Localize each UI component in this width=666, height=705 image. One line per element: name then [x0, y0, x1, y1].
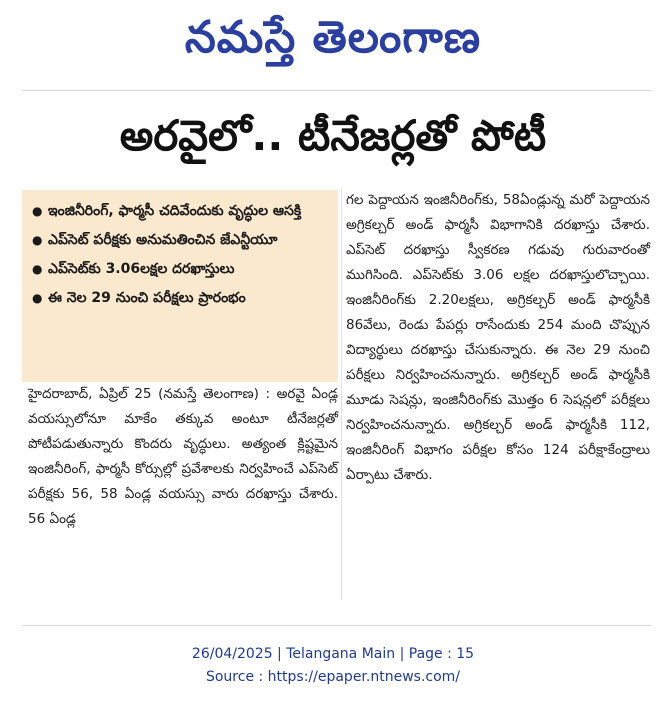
bullet-icon: ●	[32, 291, 43, 305]
highlight-text: ఈ నెల 29 నుంచి పరీక్షలు ప్రారంభం	[48, 290, 246, 306]
highlights-box	[22, 190, 338, 382]
bullet-icon: ●	[32, 233, 43, 247]
highlight-text: ఇంజినీరింగ్, ఫార్మసీ చదివేందుకు వృద్ధుల ఆసక్తి	[48, 203, 302, 219]
highlight-item	[32, 229, 328, 252]
article-headline: అరవైలో.. టీనేజర్లతో పోటీ	[119, 111, 547, 160]
article-paragraph: గల పెద్దాయన ఇంజినీరింగ్‌కు, 58ఏండ్లున్న మరో పెద్దాయన అగ్రికల్చర్ అండ్ ఫార్మసీ విభాగానికి దరఖాస్తు చేశారు. ఎప్‌సెట్ దరఖాస్తు స్వీకరణ గడువు గురువారంతో ముగిసింది. ఎప్‌సెట్‌కు 3.06 లక్షల దరఖాస్తులొచ్చాయి. ఇంజినీరింగ్‌కు 2.20లక్షలు, అగ్రికల్చర్ అండ్ ఫార్మసీకి 86వేలు, రెండు పేపర్లు రాసేందుకు 254 మంది చొప్పున విద్యార్థులు దరఖాస్తు చేసుకున్నారు. ఈ నెల 29 నుంచి పరీక్షలు నిర్వహించనున్నారు. అగ్రికల్చర్ అండ్ ఫార్మసీకి మూడు సెషన్లు, ఇంజినీరింగ్‌కు మొత్తం 6 సెషన్లలో పరీక్షలు నిర్వహించనున్నారు. అగ్రికల్చర్ అండ్ ఫార్మసీకి 112, ఇంజినీరింగ్ విభాగం పరీక్షల కోసం 124 పరీక్షాకేంద్రాలు ఏర్పాటు చేశారు.	[346, 192, 650, 483]
newspaper-masthead: నమస్తే తెలంగాణ	[184, 12, 482, 63]
column-divider	[341, 188, 342, 600]
bullet-icon: ●	[32, 204, 43, 218]
article-column-right	[346, 188, 650, 488]
masthead-divider	[22, 90, 652, 91]
footer-divider	[22, 625, 652, 626]
bullet-icon: ●	[32, 262, 43, 276]
highlight-text: ఎప్‌సెట్‌కు 3.06లక్షల దరఖాస్తులు	[48, 261, 235, 277]
highlight-item	[32, 258, 328, 281]
footer-date-edition: 26/04/2025 | Telangana Main | Page : 15	[191, 646, 475, 662]
article-paragraph: హైదరాబాద్, ఏప్రిల్ 25 (నమస్తే తెలంగాణ) : అరవై ఏండ్ల వయస్సులోనూ మాకేం తక్కువ అంటూ టీనేజర్లతో పోటీపడుతున్నారు కొందరు వృద్ధులు. అత్యంత క్లిష్టమైన ఇంజినీరింగ్, ఫార్మసీ కోర్సుల్లో ప్రవేశాలకు నిర్వహించే ఎప్‌సెట్ పరీక్షకు 56, 58 ఏండ్ల వయస్సు వారు దరఖాస్తు చేశారు. 56 ఏండ్ల	[28, 386, 338, 527]
highlight-item	[32, 200, 328, 223]
highlight-item	[32, 287, 328, 310]
footer-source[interactable]: Source : https://epaper.ntnews.com/	[205, 669, 461, 685]
highlight-text: ఎప్‌సెట్ పరీక్షకు అనుమతించిన జేఎన్టీయూ	[48, 232, 278, 248]
article-column-left	[28, 382, 338, 532]
